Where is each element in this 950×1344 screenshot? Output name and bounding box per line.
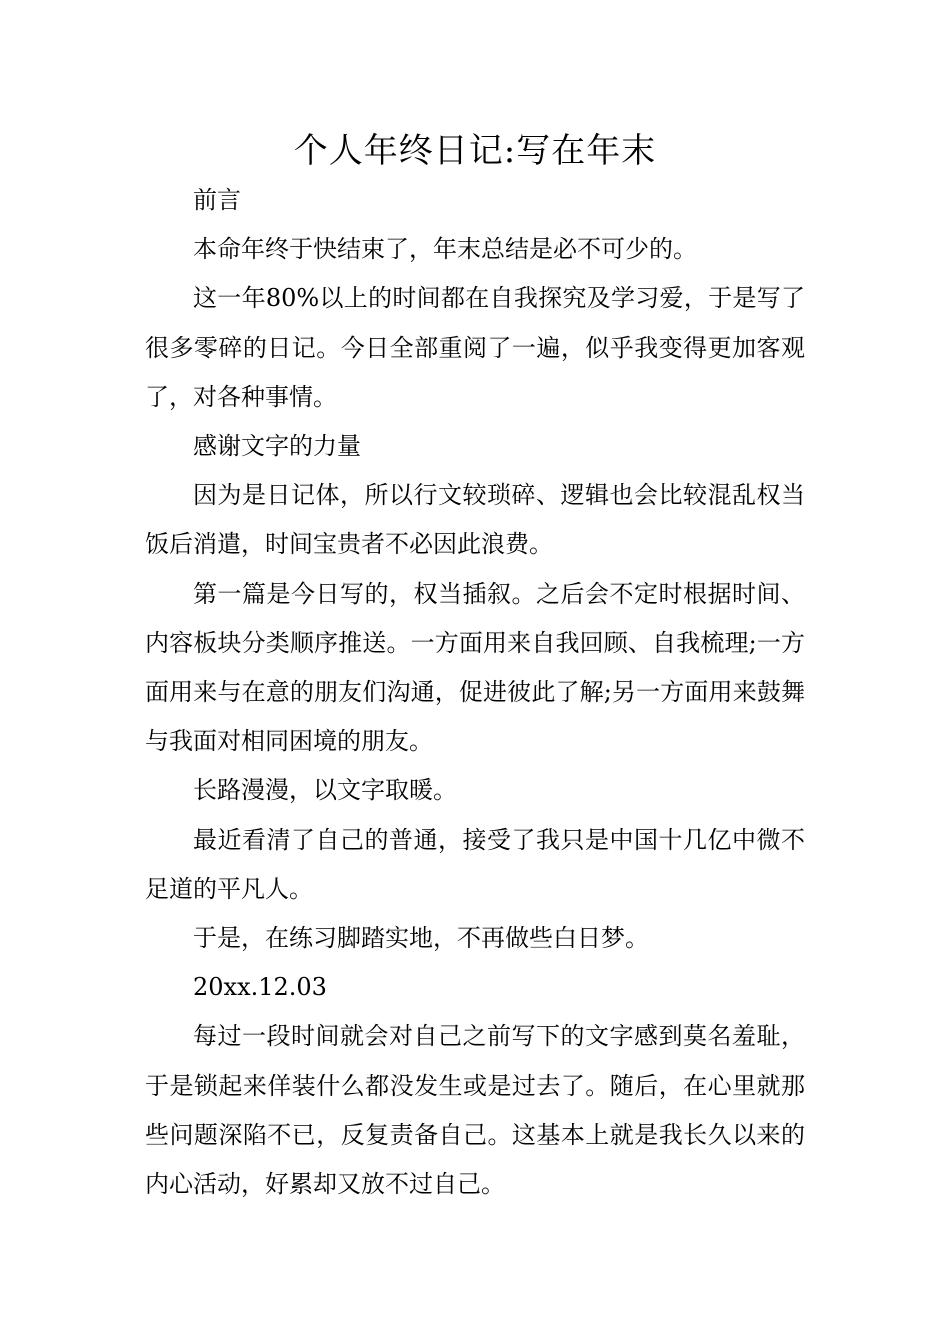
paragraph: 本命年终于快结束了，年末总结是必不可少的。 [193,235,697,264]
paragraph: 最近看清了自己的普通，接受了我只是中国十几亿中微不足道的平凡人。 [145,825,805,903]
paragraph: 长路漫漫，以文字取暖。 [193,776,457,805]
paragraph-section-heading: 感谢文字的力量 [193,432,361,461]
paragraph: 每过一段时间就会对自己之前写下的文字感到莫名羞耻，于是锁起来佯装什么都没发生或是过去了。随后，在心里就那些问题深陷不已，反复责备自己。这基本上就是我长久以来的内心活动，好累却又放不过自己。 [145,1022,805,1199]
document-body [145,176,805,1209]
document-title: 个人年终日记:写在年末 [293,131,657,171]
paragraph: 因为是日记体，所以行文较琐碎、逻辑也会比较混乱权当饭后消遣，时间宝贵者不必因此浪费。 [145,481,805,559]
paragraph: 这一年80%以上的时间都在自我探究及学习爱，于是写了很多零碎的日记。今日全部重阅了一遍，似乎我变得更加客观了，对各种事情。 [145,284,805,411]
paragraph: 于是，在练习脚踏实地，不再做些白日梦。 [193,924,649,953]
entry-date: 20xx.12.03 [193,973,327,1002]
paragraph-preface-heading: 前言 [193,186,241,214]
paragraph: 第一篇是今日写的，权当插叙。之后会不定时根据时间、内容板块分类顺序推送。一方面用来自我回顾、自我梳理;一方面用来与在意的朋友们沟通，促进彼此了解;另一方面用来鼓舞与我面对相同困境的朋友。 [145,579,805,756]
